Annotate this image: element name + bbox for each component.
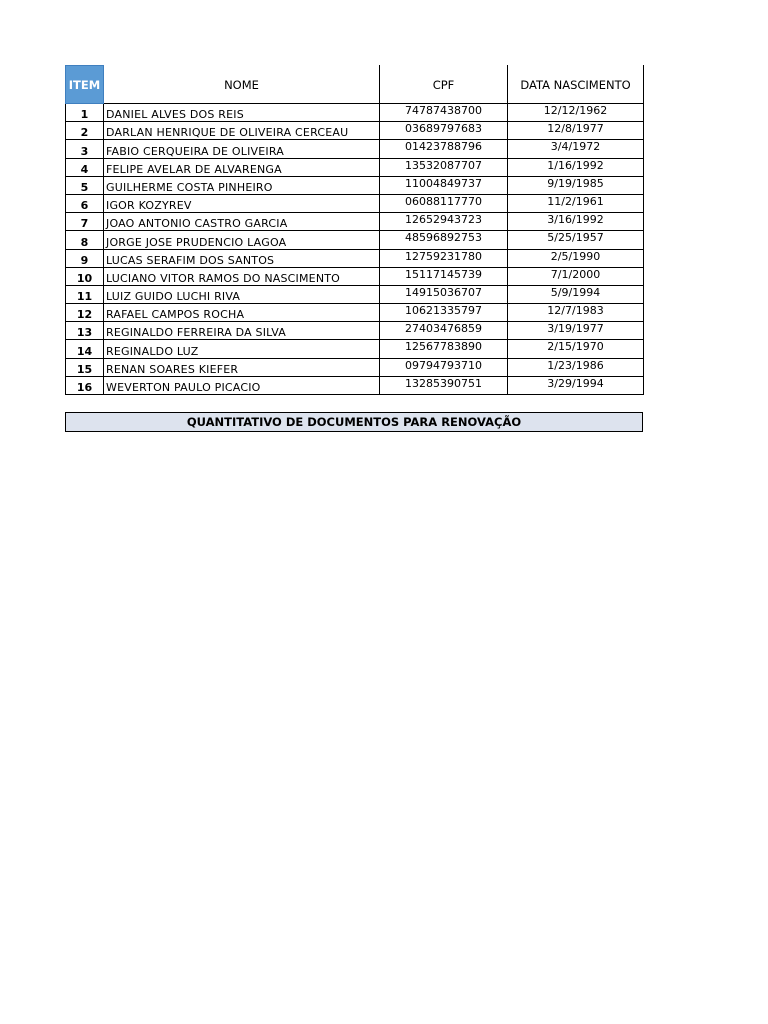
- cell-nome: JORGE JOSE PRUDENCIO LAGOA: [104, 231, 380, 249]
- cell-item: 9: [66, 249, 104, 267]
- cell-data-nascimento: 3/19/1977: [508, 322, 644, 340]
- cell-data-nascimento: 2/15/1970: [508, 340, 644, 358]
- cell-cpf: 15117145739: [380, 267, 508, 285]
- header-nome: NOME: [104, 66, 380, 104]
- cell-data-nascimento: 12/8/1977: [508, 122, 644, 140]
- cell-nome: WEVERTON PAULO PICACIO: [104, 376, 380, 394]
- cell-cpf: 10621335797: [380, 304, 508, 322]
- cell-cpf: 13285390751: [380, 376, 508, 394]
- table-body: [66, 104, 644, 395]
- table-row: [66, 122, 644, 140]
- table-row: [66, 249, 644, 267]
- cell-cpf: 74787438700: [380, 104, 508, 122]
- cell-item: 12: [66, 304, 104, 322]
- cell-nome: FABIO CERQUEIRA DE OLIVEIRA: [104, 140, 380, 158]
- cell-item: 3: [66, 140, 104, 158]
- cell-cpf: 03689797683: [380, 122, 508, 140]
- cell-data-nascimento: 5/9/1994: [508, 285, 644, 303]
- cell-item: 1: [66, 104, 104, 122]
- cell-data-nascimento: 5/25/1957: [508, 231, 644, 249]
- cell-data-nascimento: 11/2/1961: [508, 194, 644, 212]
- table-row: [66, 158, 644, 176]
- cell-nome: RENAN SOARES KIEFER: [104, 358, 380, 376]
- header-cpf: CPF: [380, 66, 508, 104]
- cell-data-nascimento: 12/7/1983: [508, 304, 644, 322]
- table-row: [66, 194, 644, 212]
- cell-nome: GUILHERME COSTA PINHEIRO: [104, 176, 380, 194]
- cell-cpf: 12567783890: [380, 340, 508, 358]
- table-row: [66, 104, 644, 122]
- table-row: [66, 285, 644, 303]
- cell-nome: DANIEL ALVES DOS REIS: [104, 104, 380, 122]
- cell-item: 2: [66, 122, 104, 140]
- summary-banner: QUANTITATIVO DE DOCUMENTOS PARA RENOVAÇÃO: [65, 412, 643, 432]
- cell-nome: JOAO ANTONIO CASTRO GARCIA: [104, 213, 380, 231]
- cell-item: 11: [66, 285, 104, 303]
- table-row: [66, 376, 644, 394]
- table-row: [66, 304, 644, 322]
- header-data-nascimento: DATA NASCIMENTO: [508, 66, 644, 104]
- cell-cpf: 09794793710: [380, 358, 508, 376]
- cell-item: 14: [66, 340, 104, 358]
- cell-cpf: 14915036707: [380, 285, 508, 303]
- cell-item: 7: [66, 213, 104, 231]
- cell-item: 16: [66, 376, 104, 394]
- cell-item: 5: [66, 176, 104, 194]
- cell-nome: RAFAEL CAMPOS ROCHA: [104, 304, 380, 322]
- cell-data-nascimento: 9/19/1985: [508, 176, 644, 194]
- header-row: [66, 66, 644, 104]
- table-row: [66, 340, 644, 358]
- cell-item: 6: [66, 194, 104, 212]
- cell-item: 15: [66, 358, 104, 376]
- cell-nome: REGINALDO FERREIRA DA SILVA: [104, 322, 380, 340]
- cell-cpf: 11004849737: [380, 176, 508, 194]
- roster-table: [65, 65, 644, 395]
- header-item: ITEM: [66, 66, 104, 104]
- cell-nome: DARLAN HENRIQUE DE OLIVEIRA CERCEAU: [104, 122, 380, 140]
- cell-data-nascimento: 3/4/1972: [508, 140, 644, 158]
- cell-cpf: 48596892753: [380, 231, 508, 249]
- table-row: [66, 267, 644, 285]
- cell-item: 10: [66, 267, 104, 285]
- cell-data-nascimento: 1/16/1992: [508, 158, 644, 176]
- cell-nome: FELIPE AVELAR DE ALVARENGA: [104, 158, 380, 176]
- table-row: [66, 213, 644, 231]
- cell-nome: LUCAS SERAFIM DOS SANTOS: [104, 249, 380, 267]
- cell-nome: REGINALDO LUZ: [104, 340, 380, 358]
- cell-data-nascimento: 12/12/1962: [508, 104, 644, 122]
- cell-data-nascimento: 2/5/1990: [508, 249, 644, 267]
- cell-cpf: 12652943723: [380, 213, 508, 231]
- table-row: [66, 322, 644, 340]
- cell-item: 13: [66, 322, 104, 340]
- table-row: [66, 176, 644, 194]
- cell-nome: LUCIANO VITOR RAMOS DO NASCIMENTO: [104, 267, 380, 285]
- cell-cpf: 12759231780: [380, 249, 508, 267]
- cell-nome: LUIZ GUIDO LUCHI RIVA: [104, 285, 380, 303]
- cell-cpf: 06088117770: [380, 194, 508, 212]
- cell-cpf: 27403476859: [380, 322, 508, 340]
- cell-cpf: 13532087707: [380, 158, 508, 176]
- cell-cpf: 01423788796: [380, 140, 508, 158]
- table-row: [66, 358, 644, 376]
- spreadsheet-page: [65, 65, 643, 432]
- cell-data-nascimento: 1/23/1986: [508, 358, 644, 376]
- table-row: [66, 140, 644, 158]
- table-row: [66, 231, 644, 249]
- cell-data-nascimento: 7/1/2000: [508, 267, 644, 285]
- cell-nome: IGOR KOZYREV: [104, 194, 380, 212]
- cell-data-nascimento: 3/29/1994: [508, 376, 644, 394]
- cell-item: 8: [66, 231, 104, 249]
- cell-data-nascimento: 3/16/1992: [508, 213, 644, 231]
- cell-item: 4: [66, 158, 104, 176]
